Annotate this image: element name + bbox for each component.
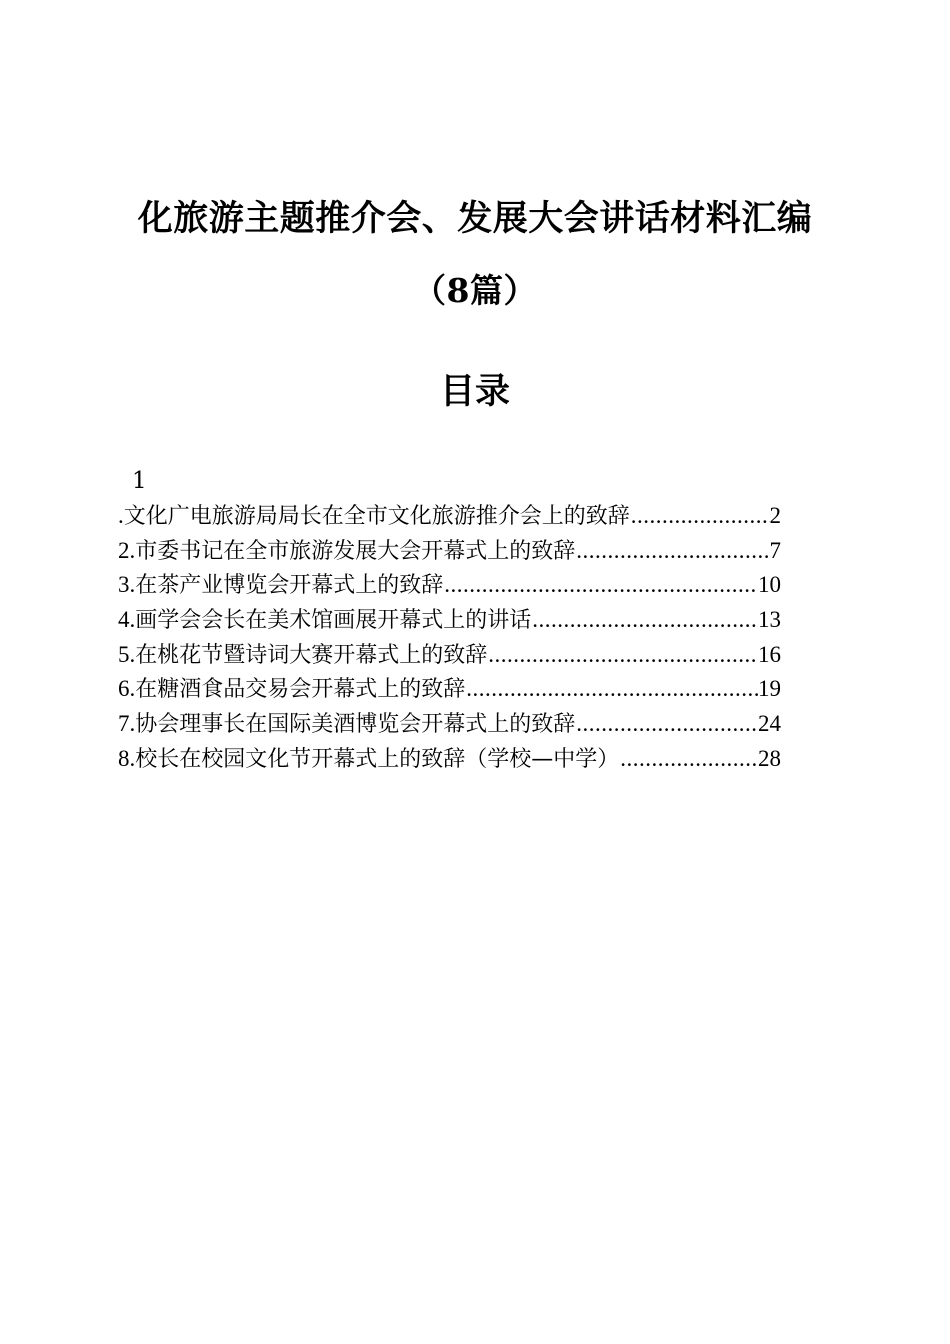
- toc-entry-page: 13: [758, 607, 781, 633]
- table-of-contents: [118, 465, 781, 777]
- toc-entry-5[interactable]: [118, 638, 781, 673]
- toc-entry-page: 19: [758, 676, 781, 702]
- toc-entry-prefix: 2.: [118, 537, 136, 563]
- toc-entry-title: [118, 707, 575, 742]
- toc-entry-page: 24: [758, 711, 781, 737]
- toc-entry-page: 7: [769, 537, 781, 563]
- toc-entry-prefix: 3.: [118, 572, 136, 598]
- toc-entry-text: 在糖酒食品交易会开幕式上的致辞: [135, 677, 466, 703]
- toc-entry-title: [118, 638, 487, 673]
- toc-entry-7[interactable]: [118, 707, 781, 742]
- toc-entry-text: 在茶产业博览会开幕式上的致辞: [135, 573, 444, 599]
- toc-entry-prefix: 8.: [118, 745, 136, 771]
- toc-heading: 目录: [439, 371, 510, 412]
- toc-dot-leader: [443, 568, 758, 603]
- toc-entry-text: 市委书记在全市旅游发展大会开幕式上的致辞: [135, 538, 576, 564]
- toc-entry-4[interactable]: [118, 603, 781, 638]
- toc-entry-title: [118, 603, 531, 638]
- toc-entry-1[interactable]: [118, 499, 781, 534]
- toc-dot-leader: [531, 603, 758, 638]
- toc-entry-page: 16: [758, 641, 781, 667]
- toc-entry-prefix: 4.: [118, 607, 136, 633]
- toc-entry-page: 10: [758, 572, 781, 598]
- toc-entry-title: [118, 534, 575, 569]
- toc-entry-3[interactable]: [118, 568, 781, 603]
- toc-entry-8[interactable]: [118, 742, 781, 777]
- toc-entry-title: [118, 742, 619, 777]
- toc-dot-leader: [465, 672, 758, 707]
- toc-lead-number: 1: [132, 468, 147, 494]
- toc-entry-page: 2: [769, 503, 781, 528]
- toc-entry-text: 画学会会长在美术馆画展开幕式上的讲话: [135, 608, 532, 634]
- toc-entry-prefix: 5.: [118, 641, 136, 667]
- toc-entry-prefix: .: [118, 503, 124, 528]
- document-subtitle: （8篇）: [413, 271, 537, 310]
- toc-entry-text: 文化广电旅游局局长在全市文化旅游推介会上的致辞: [123, 504, 630, 529]
- toc-dot-leader: [575, 534, 769, 569]
- toc-entry-prefix: 6.: [118, 676, 136, 702]
- toc-dot-leader: [619, 742, 758, 777]
- toc-entry-page: 28: [758, 745, 781, 771]
- toc-entry-title: [118, 499, 630, 534]
- toc-dot-leader: [575, 707, 758, 742]
- toc-entry-prefix: 7.: [118, 711, 136, 737]
- toc-entry-text: 校长在校园文化节开幕式上的致辞（学校—中学）: [135, 746, 620, 772]
- toc-entry-text: 在桃花节暨诗词大赛开幕式上的致辞: [135, 642, 488, 668]
- toc-entry-title: [118, 568, 443, 603]
- document-title: 化旅游主题推介会、发展大会讲话材料汇编: [137, 198, 813, 239]
- toc-entry-2[interactable]: [118, 534, 781, 569]
- toc-dot-leader: [487, 638, 758, 673]
- toc-entry-6[interactable]: [118, 672, 781, 707]
- toc-entry-title: [118, 672, 465, 707]
- toc-entry-text: 协会理事长在国际美酒博览会开幕式上的致辞: [135, 712, 576, 738]
- toc-dot-leader: [630, 499, 770, 534]
